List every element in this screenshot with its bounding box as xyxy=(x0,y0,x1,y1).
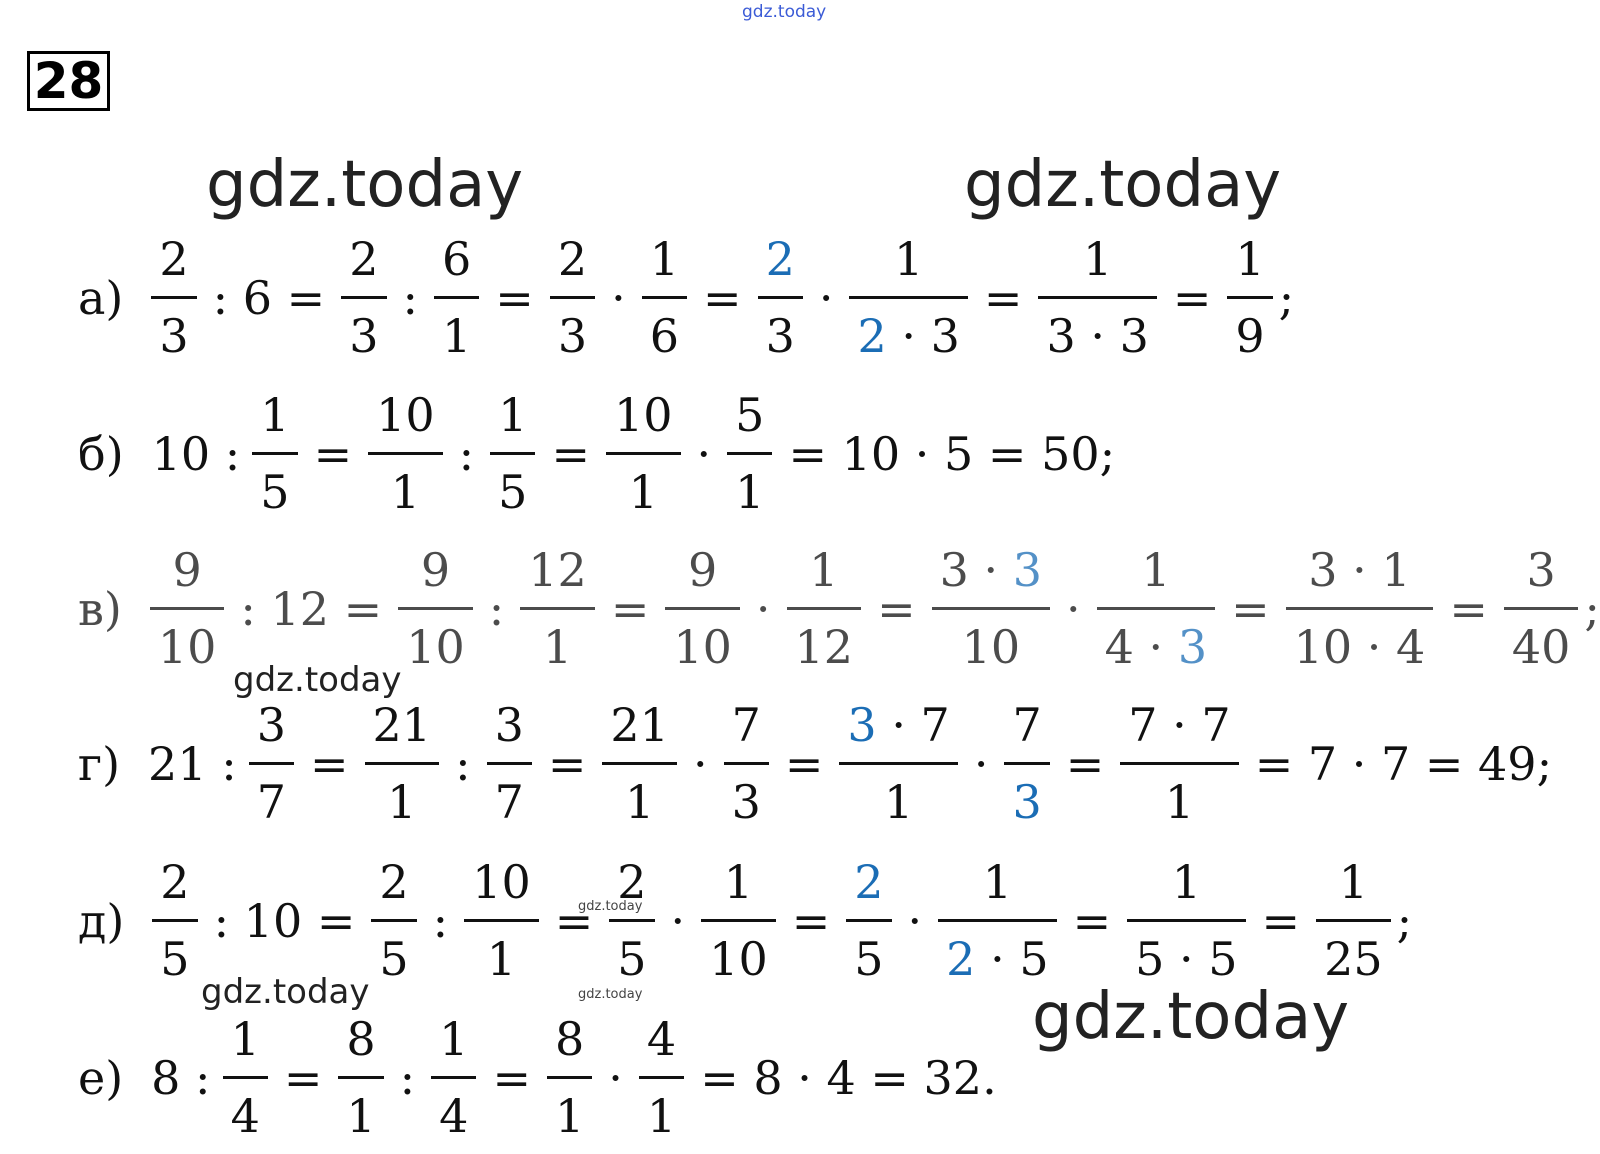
operator: : xyxy=(432,893,449,948)
watermark-large-left: gdz.today xyxy=(206,148,524,222)
equation-d xyxy=(78,855,1412,986)
end-punct: ; xyxy=(1584,581,1600,636)
row-label: г) xyxy=(78,736,121,791)
fraction: $\frac{3}{40}$ xyxy=(1504,543,1579,674)
fraction: $\frac{10}{1}$ xyxy=(464,855,539,986)
fraction: $\frac{2}{3}$ xyxy=(550,232,595,363)
fraction: $\frac{2}{3}$ xyxy=(151,232,196,363)
operator: : 10 = xyxy=(213,893,356,948)
fraction: $\frac{1}{9}$ xyxy=(1227,232,1272,363)
equation-b xyxy=(78,388,1125,519)
operator: · xyxy=(608,1050,623,1105)
operator: = xyxy=(313,426,353,481)
operator: = xyxy=(554,893,594,948)
fraction: $\frac{3 \cdot 3}{10}$ xyxy=(932,543,1050,674)
row-label: е) xyxy=(78,1050,124,1105)
result: = 8 · 4 = 32. xyxy=(700,1050,997,1105)
operator: = xyxy=(1261,893,1301,948)
operator: · xyxy=(696,426,712,481)
watermark-mid-2: gdz.today xyxy=(201,972,370,1012)
row-label: б) xyxy=(78,426,124,481)
watermark-top: gdz.today xyxy=(742,2,827,22)
fraction: $\frac{10}{1}$ xyxy=(368,388,443,519)
operator: = xyxy=(492,1050,531,1105)
fraction: $\frac{7}{3}$ xyxy=(724,698,769,829)
operator: · xyxy=(670,893,686,948)
fraction: $\frac{6}{1}$ xyxy=(434,232,479,363)
operator: = xyxy=(283,1050,323,1105)
fraction: $\frac{9}{10}$ xyxy=(150,543,225,674)
fraction: $\frac{2}{5}$ xyxy=(609,855,654,986)
operator: : xyxy=(458,426,475,481)
operator: = xyxy=(309,736,349,791)
operator: = xyxy=(784,736,824,791)
fraction: $\frac{7 \cdot 7}{1}$ xyxy=(1120,698,1238,829)
operator: = xyxy=(495,270,534,325)
equation-g xyxy=(78,698,1562,829)
fraction: $\frac{1}{4}$ xyxy=(223,1012,268,1143)
operator: = xyxy=(610,581,650,636)
operator: : 6 = xyxy=(212,270,326,325)
fraction: $\frac{2}{5}$ xyxy=(152,855,197,986)
fraction: $\frac{8}{1}$ xyxy=(338,1012,383,1143)
end-punct: ; xyxy=(1396,893,1413,948)
operator: = xyxy=(547,736,587,791)
operator: : 12 = xyxy=(240,581,383,636)
operator: · xyxy=(755,581,771,636)
fraction: $\frac{2}{5}$ xyxy=(846,855,891,986)
equation-e xyxy=(78,1012,1007,1143)
watermark-mid-1: gdz.today xyxy=(233,660,402,700)
fraction: $\frac{1}{25}$ xyxy=(1316,855,1391,986)
operator: = xyxy=(1072,893,1112,948)
operator: : xyxy=(455,736,471,791)
equation-a xyxy=(78,232,1294,363)
fraction: $\frac{4}{1}$ xyxy=(639,1012,684,1143)
operator: = xyxy=(983,270,1023,325)
operator: · xyxy=(973,736,989,791)
operator: = xyxy=(877,581,916,636)
fraction: $\frac{5}{1}$ xyxy=(727,388,772,519)
fraction: $\frac{1}{10}$ xyxy=(701,855,776,986)
fraction: $\frac{12}{1}$ xyxy=(520,543,595,674)
fraction: $\frac{1}{3 \cdot 3}$ xyxy=(1038,232,1156,363)
fraction: $\frac{2}{5}$ xyxy=(371,855,416,986)
operator: · xyxy=(818,270,834,325)
watermark-large-right: gdz.today xyxy=(964,148,1282,222)
fraction: $\frac{1}{5}$ xyxy=(252,388,297,519)
row-label: а) xyxy=(78,270,124,325)
watermark-tiny-1: gdz.today xyxy=(578,899,643,914)
fraction: $\frac{10}{1}$ xyxy=(606,388,681,519)
fraction: $\frac{3}{7}$ xyxy=(249,698,294,829)
problem-number: 28 xyxy=(27,51,110,111)
operator: 21 : xyxy=(148,736,237,791)
fraction: $\frac{3 \cdot 1}{10 \cdot 4}$ xyxy=(1286,543,1434,674)
fraction: $\frac{9}{10}$ xyxy=(665,543,740,674)
fraction: $\frac{21}{1}$ xyxy=(602,698,677,829)
operator: : xyxy=(399,1050,416,1105)
operator: = xyxy=(1231,581,1270,636)
operator: · xyxy=(611,270,626,325)
fraction: $\frac{9}{10}$ xyxy=(398,543,473,674)
fraction: $\frac{21}{1}$ xyxy=(365,698,440,829)
watermark-tiny-2: gdz.today xyxy=(578,987,643,1002)
fraction: $\frac{2}{3}$ xyxy=(341,232,386,363)
operator: = xyxy=(551,426,590,481)
fraction: $\frac{1}{2 \cdot 3}$ xyxy=(849,232,967,363)
row-label: в) xyxy=(78,581,122,636)
operator: = xyxy=(1449,581,1488,636)
operator: · xyxy=(692,736,708,791)
fraction: $\frac{1}{2 \cdot 5}$ xyxy=(938,855,1056,986)
operator: · xyxy=(1066,581,1081,636)
operator: = xyxy=(1065,736,1105,791)
fraction: $\frac{1}{4 \cdot 3}$ xyxy=(1097,543,1215,674)
operator: · xyxy=(907,893,923,948)
fraction: $\frac{2}{3}$ xyxy=(758,232,803,363)
fraction: $\frac{1}{12}$ xyxy=(787,543,862,674)
operator: = xyxy=(703,270,742,325)
result: = 7 · 7 = 49; xyxy=(1254,736,1553,791)
operator: = xyxy=(791,893,831,948)
operator: 8 : xyxy=(151,1050,211,1105)
fraction: $\frac{1}{5 \cdot 5}$ xyxy=(1127,855,1245,986)
operator: = xyxy=(1172,270,1212,325)
equation-v xyxy=(78,543,1600,674)
end-punct: ; xyxy=(1278,270,1295,325)
fraction: $\frac{1}{4}$ xyxy=(431,1012,476,1143)
watermark-large-bottom: gdz.today xyxy=(1032,980,1350,1054)
fraction: $\frac{3 \cdot 7}{1}$ xyxy=(839,698,957,829)
operator: : xyxy=(402,270,418,325)
result: = 10 · 5 = 50; xyxy=(788,426,1116,481)
operator: : xyxy=(488,581,505,636)
row-label: д) xyxy=(78,893,125,948)
fraction: $\frac{8}{1}$ xyxy=(547,1012,592,1143)
operator: 10 : xyxy=(151,426,241,481)
fraction: $\frac{7}{3}$ xyxy=(1004,698,1049,829)
fraction: $\frac{3}{7}$ xyxy=(487,698,532,829)
fraction: $\frac{1}{5}$ xyxy=(490,388,535,519)
fraction: $\frac{1}{6}$ xyxy=(642,232,687,363)
